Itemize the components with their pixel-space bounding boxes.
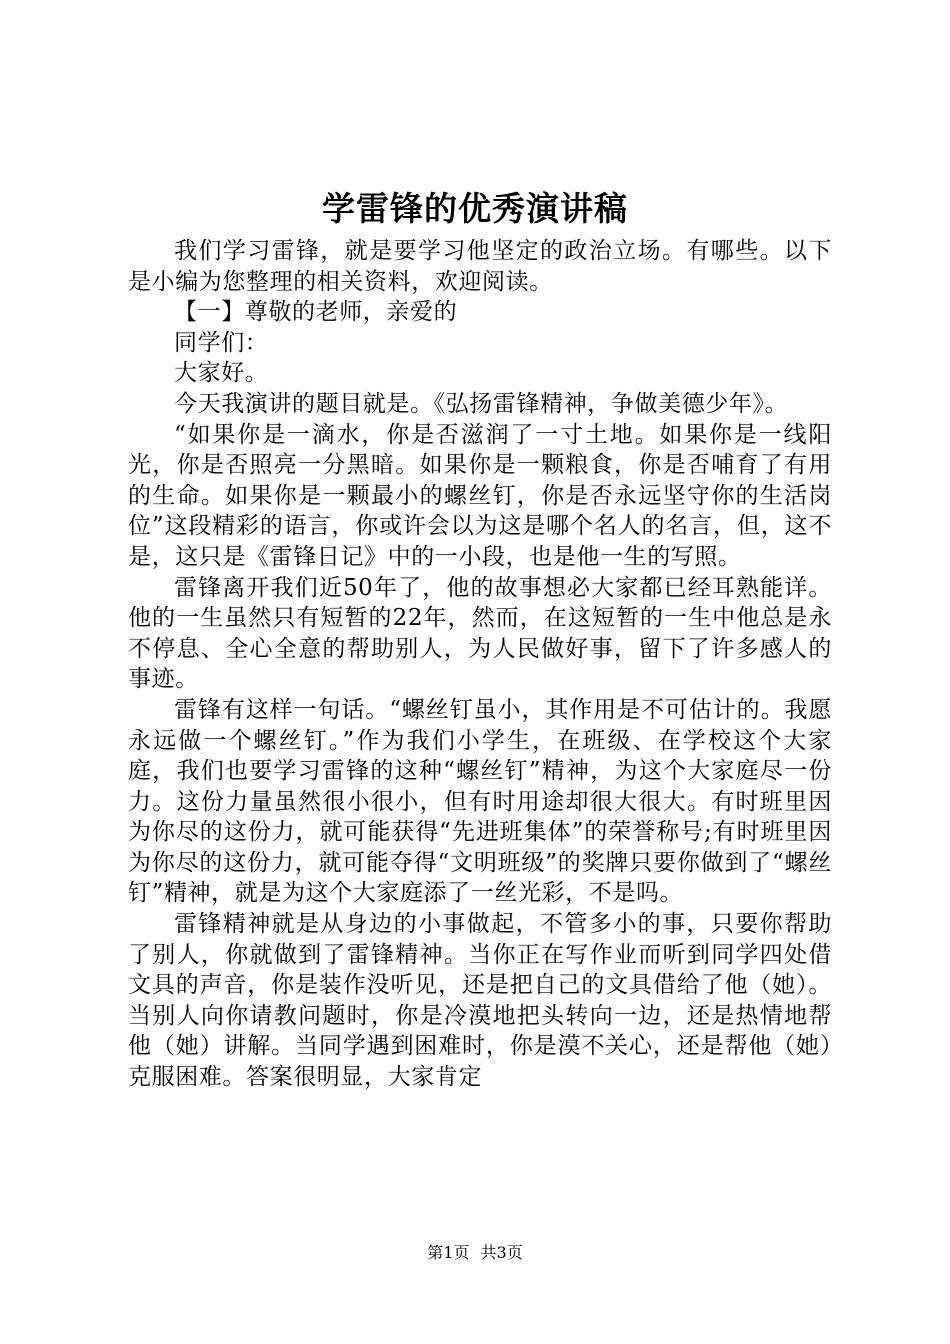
page-footer (0, 1243, 950, 1263)
document-body (128, 236, 832, 1093)
section-heading-1: 【一】尊敬的老师，亲爱的 (174, 299, 458, 326)
lei-feng-life-paragraph: 雷锋离开我们近50年了，他的故事想必大家都已经耳熟能详。他的一生虽然只有短暂的22年，然而，在这短暂的一生中他总是永不停息、全心全意的帮助别人，为人民做好事，留下了许多感人的事迹。 (128, 574, 832, 693)
intro-paragraph: 我们学习雷锋，就是要学习他坚定的政治立场。有哪些。以下是小编为您整理的相关资料，欢迎阅读。 (128, 238, 832, 295)
document-title: 学雷锋的优秀演讲稿 (322, 189, 628, 228)
diary-quote-paragraph: “如果你是一滴水，你是否滋润了一寸土地。如果你是一线阳光，你是否照亮一分黑暗。如果你是一颗粮食，你是否哺育了有用的生命。如果你是一颗最小的螺丝钉，你是否永远坚守你的生活岗位”这段精彩的语言，你或许会以为这是哪个名人的名言，但，这不是，这只是《雷锋日记》中的一小段，也是他一生的写照。 (128, 421, 832, 570)
small-things-paragraph: 雷锋精神就是从身边的小事做起，不管多小的事，只要你帮助了别人，你就做到了雷锋精神。当你正在写作业而听到同学四处借文具的声音，你是装作没听见，还是把自己的文具借给了他（她）。当别人向你请教问题时，你是冷漠地把头转向一边，还是热情地帮他（她）讲解。当同学遇到困难时，你是漠不关心，还是帮他（她）克服困难。答案很明显，大家肯定 (128, 911, 832, 1091)
speech-topic-paragraph: 今天我演讲的题目就是。《弘扬雷锋精神，争做美德少年》。 (174, 390, 789, 417)
page-number: 第1页 (427, 1243, 470, 1262)
greeting-line: 同学们： (174, 329, 269, 356)
greeting-hello: 大家好。 (174, 360, 269, 387)
page-total: 共3页 (480, 1243, 523, 1262)
screw-spirit-paragraph: 雷锋有这样一句话。“螺丝钉虽小，其作用是不可估计的。我愿永远做一个螺丝钉。”作为我们小学生，在班级、在学校这个大家庭，我们也要学习雷锋的这种“螺丝钉”精神，为这个大家庭尽一份力。这份力量虽然很小很小，但有时用途却很大很大。有时班里因为你尽的这份力，就可能获得“先进班集体”的荣誉称号;有时班里因为你尽的这份力，就可能夺得“文明班级”的奖牌只要你做到了“螺丝钉”精神，就是为这个大家庭添了一丝光彩，不是吗。 (128, 696, 832, 907)
